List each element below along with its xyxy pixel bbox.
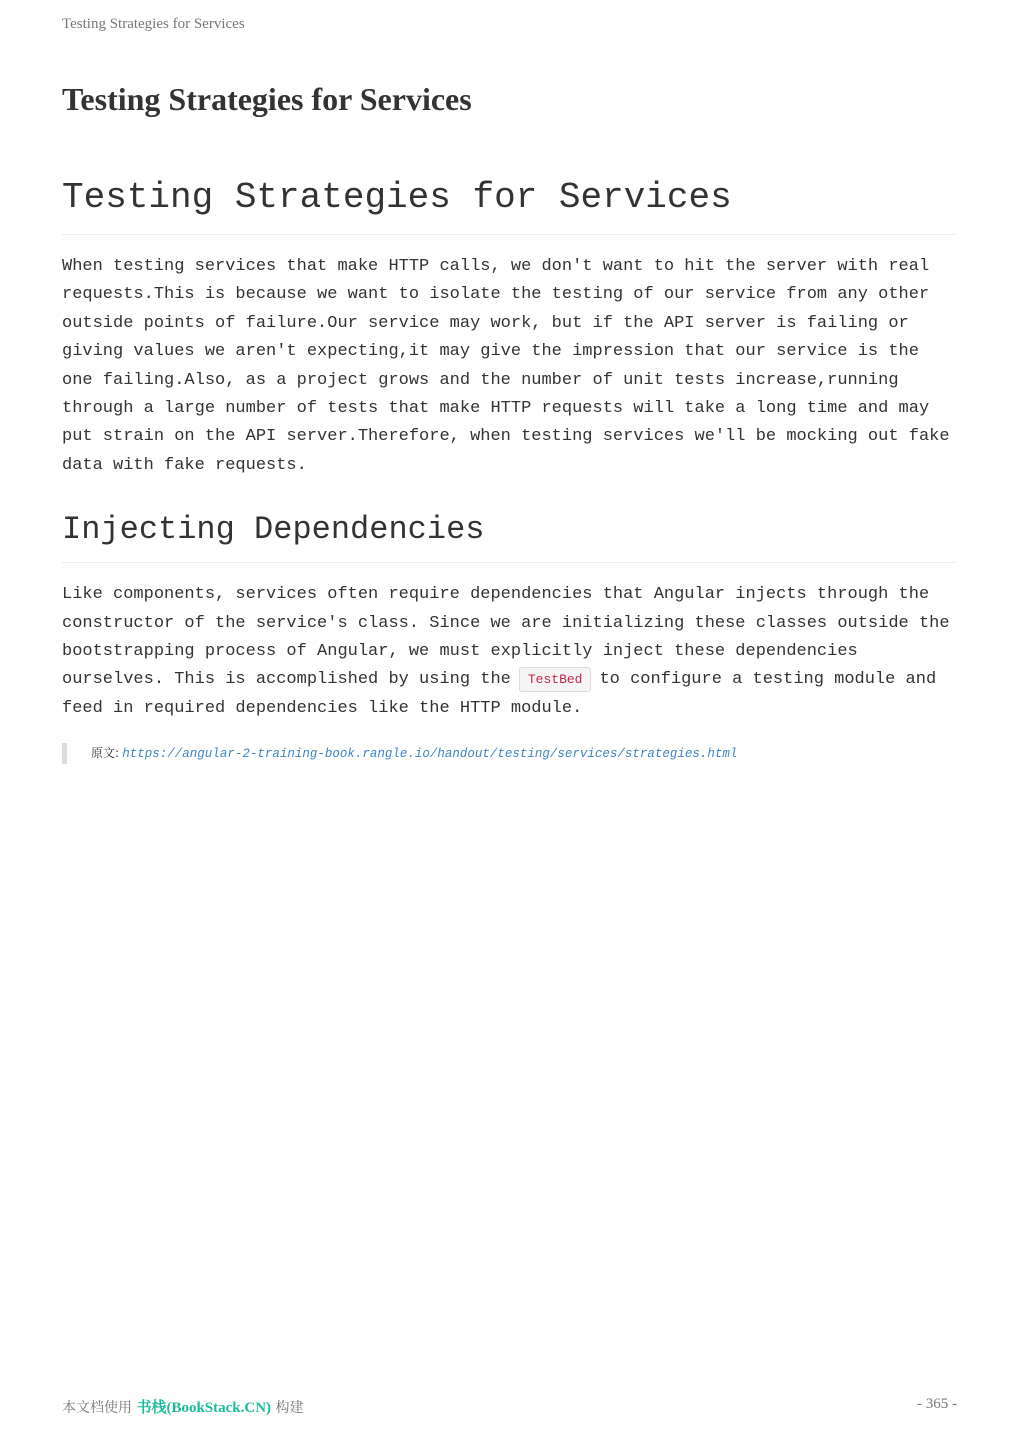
page-number: - 365 -	[917, 1396, 957, 1412]
document-content	[62, 76, 957, 764]
paragraph-text-before-code: Like components, services often require dependencies that Angular injects through the constructor of the service's class. Since we are initializing these classes outside the bootstrapping process of Angular, we must explicitly inject these dependencies ourselves. This is accomplished by using the	[62, 585, 950, 690]
inline-code-testbed: TestBed	[519, 667, 592, 692]
paragraph-injecting-dependencies	[62, 581, 957, 723]
footer-brand-link[interactable]: 书栈(BookStack.CN)	[136, 1400, 272, 1416]
paragraph-text-after-code: to configure a testing module and feed in required dependencies like the HTTP module.	[62, 670, 937, 718]
source-link[interactable]: https://angular-2-training-book.rangle.io/handout/testing/services/strategies.html	[122, 747, 738, 762]
chapter-title: Testing Strategies for Services	[62, 81, 472, 117]
footer-suffix: 构建	[275, 1400, 304, 1416]
section-heading-injecting-dependencies: Injecting Dependencies	[62, 510, 957, 563]
running-header: Testing Strategies for Services	[62, 16, 245, 32]
footer-prefix: 本文档使用	[62, 1400, 132, 1416]
footer-credit	[62, 1396, 304, 1417]
source-label: 原文:	[91, 746, 120, 761]
source-blockquote	[62, 743, 957, 764]
section-heading-testing-strategies: Testing Strategies for Services	[62, 176, 957, 235]
paragraph-testing-strategies: When testing services that make HTTP calls, we don't want to hit the server with real requests.This is because we want to isolate the testing of our service from any other outside points of failure.Our service may work, but if the API server is failing or giving values we aren't expecting,it may give the impression that our service is the one failing.Also, as a project grows and the number of unit tests increase,running through a large number of tests that make HTTP requests will take a long time and may put strain on the API server.Therefore, when testing services we'll be mocking out fake data with fake requests.	[62, 257, 950, 475]
